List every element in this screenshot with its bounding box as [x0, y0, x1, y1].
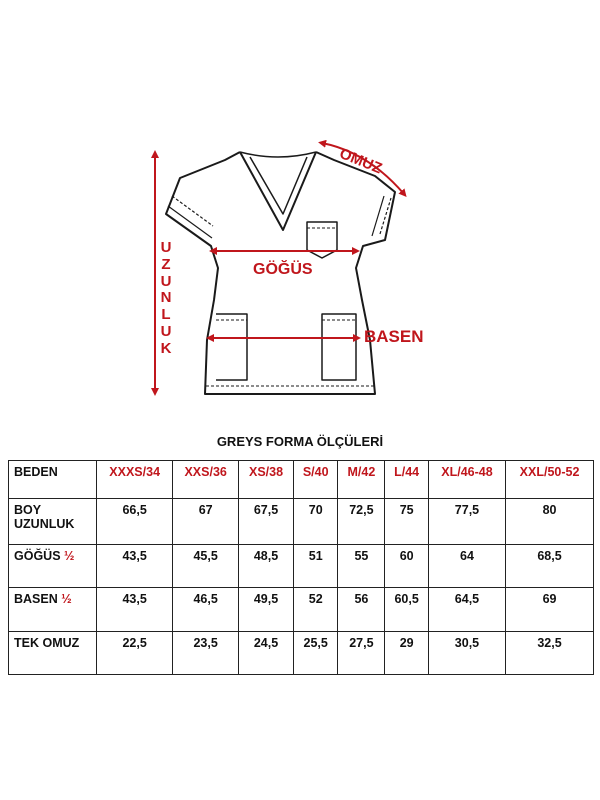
half-symbol: ½: [64, 549, 75, 563]
table-cell: 67: [173, 499, 239, 545]
table-cell: 60,5: [385, 588, 428, 632]
shoulder-label: OMUZ: [337, 145, 385, 178]
table-cell: 75: [385, 499, 428, 545]
length-label-letter: L: [161, 306, 171, 324]
row-label-cell: [9, 588, 97, 632]
table-cell: 66,5: [97, 499, 173, 545]
row-label-text: GÖĞÜS: [14, 549, 61, 563]
table-row: [9, 632, 594, 675]
table-cell: 23,5: [173, 632, 239, 675]
size-header-cell: XXS/36: [173, 461, 239, 499]
table-cell: 52: [294, 588, 338, 632]
table-cell: 72,5: [338, 499, 385, 545]
row-label-cell: [9, 632, 97, 675]
table-cell: 49,5: [239, 588, 294, 632]
table-cell: 45,5: [173, 545, 239, 588]
table-row: [9, 588, 594, 632]
half-symbol: ½: [61, 592, 72, 606]
length-label: [158, 240, 174, 358]
table-cell: 22,5: [97, 632, 173, 675]
length-label-letter: U: [160, 239, 172, 256]
size-header-cell: XS/38: [239, 461, 294, 499]
chest-label: GÖĞÜS: [253, 261, 313, 278]
table-cell: 48,5: [239, 545, 294, 588]
table-cell: 30,5: [428, 632, 505, 675]
row-label-text: BOY UZUNLUK: [14, 503, 75, 531]
table-row: [9, 545, 594, 588]
length-label-letter: N: [160, 289, 172, 307]
length-label-letter: U: [160, 272, 172, 290]
table-cell: 51: [294, 545, 338, 588]
table-cell: 25,5: [294, 632, 338, 675]
table-cell: 67,5: [239, 499, 294, 545]
length-label-letter: U: [160, 322, 172, 340]
table-cell: 29: [385, 632, 428, 675]
table-cell: 80: [506, 499, 594, 545]
table-cell: 64,5: [428, 588, 505, 632]
table-cell: 43,5: [97, 545, 173, 588]
row-label-cell: [9, 545, 97, 588]
table-cell: 64: [428, 545, 505, 588]
table-cell: 43,5: [97, 588, 173, 632]
row-label-cell: [9, 499, 97, 545]
size-table: [8, 460, 594, 675]
table-cell: 24,5: [239, 632, 294, 675]
table-cell: 46,5: [173, 588, 239, 632]
row-label-text: TEK OMUZ: [14, 636, 80, 650]
size-header-cell: XL/46-48: [428, 461, 505, 499]
table-cell: 27,5: [338, 632, 385, 675]
size-header-cell: XXXS/34: [97, 461, 173, 499]
table-cell: 70: [294, 499, 338, 545]
table-cell: 77,5: [428, 499, 505, 545]
table-cell: 68,5: [506, 545, 594, 588]
table-cell: 60: [385, 545, 428, 588]
table-cell: 69: [506, 588, 594, 632]
hip-label: BASEN: [364, 327, 424, 346]
header-label-cell: BEDEN: [9, 461, 97, 499]
size-header-cell: S/40: [294, 461, 338, 499]
table-row: [9, 499, 594, 545]
size-header-cell: XXL/50-52: [506, 461, 594, 499]
table-cell: 55: [338, 545, 385, 588]
table-title: GREYS FORMA ÖLÇÜLERİ: [216, 434, 384, 449]
length-label-letter: Z: [161, 255, 171, 273]
table-cell: 32,5: [506, 632, 594, 675]
size-header-cell: L/44: [385, 461, 428, 499]
length-label-letter: K: [160, 339, 172, 357]
table-header-row: [9, 461, 594, 499]
row-label-text: BASEN: [14, 592, 58, 606]
table-cell: 56: [338, 588, 385, 632]
size-header-cell: M/42: [338, 461, 385, 499]
